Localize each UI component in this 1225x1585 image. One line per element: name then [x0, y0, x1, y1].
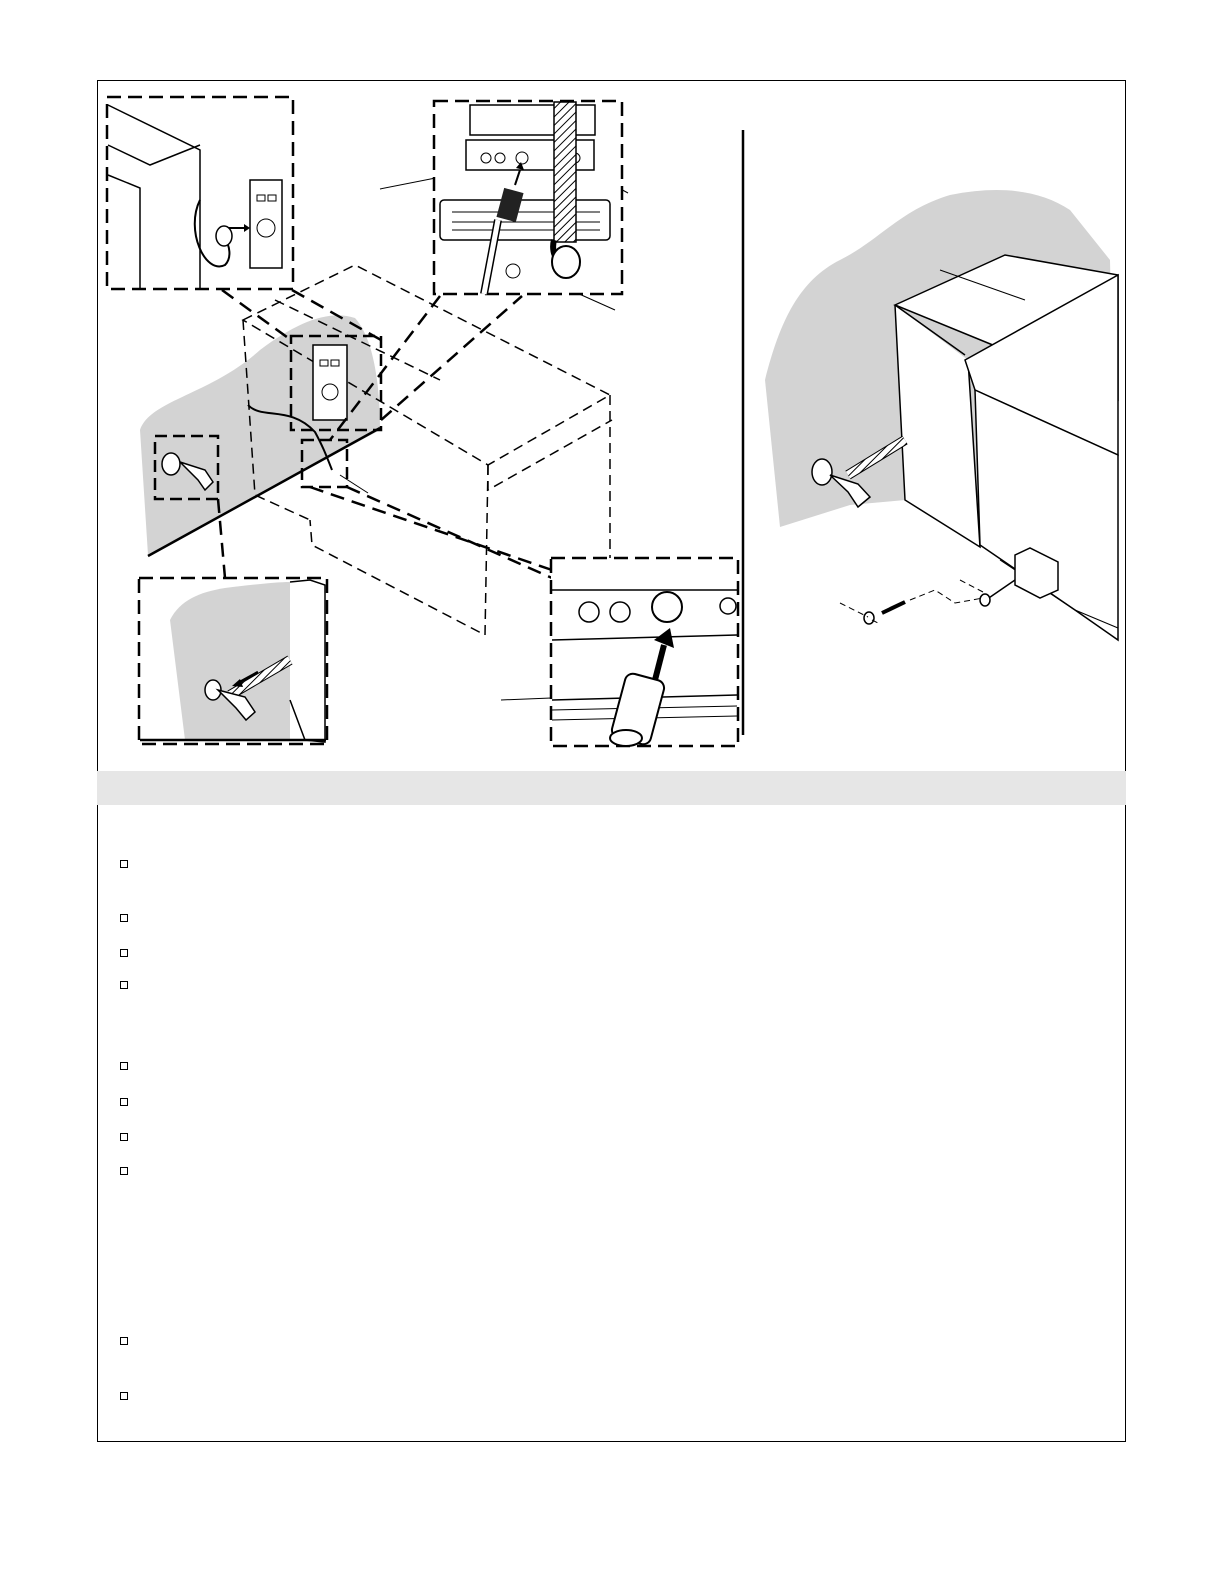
- inset-outlet: [107, 97, 293, 289]
- checklist-box[interactable]: [120, 1392, 128, 1400]
- checklist-box[interactable]: [120, 1062, 128, 1070]
- checklist-box[interactable]: [120, 1167, 128, 1175]
- checklist-box[interactable]: [120, 981, 128, 989]
- checklist-box[interactable]: [120, 860, 128, 868]
- inset-plug: [551, 558, 738, 746]
- inset-valve: [139, 578, 327, 744]
- checklist-box[interactable]: [120, 1133, 128, 1141]
- section-header-bar: [97, 771, 1126, 805]
- toilet-mounting-illustration: [765, 190, 1118, 640]
- checklist-box[interactable]: [120, 1098, 128, 1106]
- checklist-box[interactable]: [120, 949, 128, 957]
- checklist-box[interactable]: [120, 1337, 128, 1345]
- toilet-connection-illustration: [107, 97, 743, 746]
- inset-rear-connection: [434, 101, 622, 294]
- checklist-box[interactable]: [120, 914, 128, 922]
